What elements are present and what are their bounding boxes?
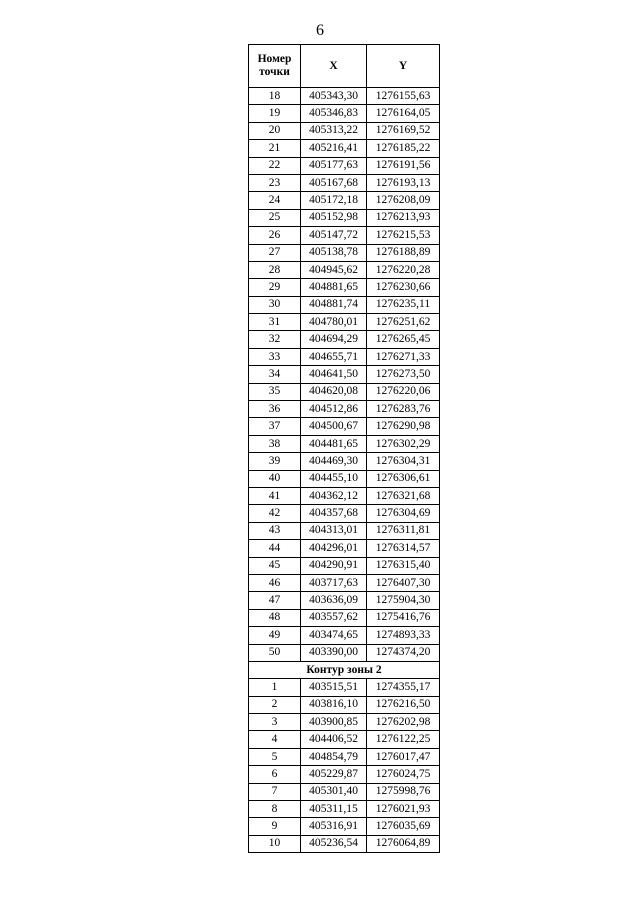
cell-x: 404780,01 [301, 314, 367, 331]
cell-point-number: 2 [249, 696, 301, 713]
cell-point-number: 19 [249, 105, 301, 122]
cell-x: 405167,68 [301, 174, 367, 191]
cell-x: 403636,09 [301, 592, 367, 609]
table-row [249, 557, 440, 574]
cell-point-number: 31 [249, 314, 301, 331]
table-row [249, 453, 440, 470]
cell-y: 1276407,30 [367, 574, 440, 591]
cell-y: 1276064,89 [367, 835, 440, 852]
section-label: Контур зоны 2 [249, 661, 440, 678]
cell-y: 1276315,40 [367, 557, 440, 574]
table-row [249, 174, 440, 191]
cell-x: 403816,10 [301, 696, 367, 713]
cell-x: 404406,52 [301, 731, 367, 748]
cell-y: 1276035,69 [367, 818, 440, 835]
table-row [249, 418, 440, 435]
table-header [249, 45, 440, 88]
cell-point-number: 25 [249, 209, 301, 226]
cell-x: 403717,63 [301, 574, 367, 591]
cell-x: 404620,08 [301, 383, 367, 400]
cell-y: 1274893,33 [367, 627, 440, 644]
cell-x: 404455,10 [301, 470, 367, 487]
table-row [249, 627, 440, 644]
cell-point-number: 46 [249, 574, 301, 591]
cell-y: 1276202,98 [367, 714, 440, 731]
cell-point-number: 18 [249, 88, 301, 105]
cell-y: 1276304,69 [367, 505, 440, 522]
cell-x: 403390,00 [301, 644, 367, 661]
cell-y: 1276191,56 [367, 157, 440, 174]
table-row [249, 244, 440, 261]
table-row [249, 209, 440, 226]
cell-point-number: 22 [249, 157, 301, 174]
cell-y: 1276290,98 [367, 418, 440, 435]
cell-y: 1276220,28 [367, 261, 440, 278]
cell-point-number: 20 [249, 122, 301, 139]
cell-y: 1276155,63 [367, 88, 440, 105]
cell-y: 1276017,47 [367, 748, 440, 765]
cell-y: 1276220,06 [367, 383, 440, 400]
cell-point-number: 33 [249, 348, 301, 365]
cell-x: 405313,22 [301, 122, 367, 139]
cell-y: 1276193,13 [367, 174, 440, 191]
cell-y: 1276235,11 [367, 296, 440, 313]
table-row [249, 88, 440, 105]
cell-point-number: 7 [249, 783, 301, 800]
cell-x: 405172,18 [301, 192, 367, 209]
cell-point-number: 24 [249, 192, 301, 209]
cell-y: 1276208,09 [367, 192, 440, 209]
cell-x: 405311,15 [301, 801, 367, 818]
cell-point-number: 40 [249, 470, 301, 487]
cell-point-number: 26 [249, 227, 301, 244]
cell-point-number: 30 [249, 296, 301, 313]
table-row [249, 296, 440, 313]
table-row [249, 592, 440, 609]
table-row [249, 435, 440, 452]
table-row [249, 140, 440, 157]
table-row [249, 644, 440, 661]
cell-x: 404881,65 [301, 279, 367, 296]
table-row [249, 348, 440, 365]
table-row [249, 122, 440, 139]
header-row [249, 45, 440, 88]
header-y: Y [367, 45, 440, 88]
cell-y: 1274355,17 [367, 679, 440, 696]
cell-x: 404641,50 [301, 366, 367, 383]
cell-y: 1276188,89 [367, 244, 440, 261]
cell-point-number: 36 [249, 401, 301, 418]
cell-x: 403515,51 [301, 679, 367, 696]
table-row [249, 261, 440, 278]
cell-point-number: 48 [249, 609, 301, 626]
cell-x: 404512,86 [301, 401, 367, 418]
cell-point-number: 4 [249, 731, 301, 748]
cell-x: 404694,29 [301, 331, 367, 348]
cell-point-number: 1 [249, 679, 301, 696]
table-row [249, 766, 440, 783]
cell-point-number: 21 [249, 140, 301, 157]
cell-x: 404296,01 [301, 540, 367, 557]
table-row [249, 105, 440, 122]
table-row [249, 157, 440, 174]
cell-y: 1276283,76 [367, 401, 440, 418]
page-number: 6 [316, 22, 324, 39]
cell-x: 405316,91 [301, 818, 367, 835]
table-row [249, 192, 440, 209]
table-row [249, 714, 440, 731]
cell-y: 1276213,93 [367, 209, 440, 226]
table-row [249, 331, 440, 348]
cell-point-number: 6 [249, 766, 301, 783]
cell-y: 1276185,22 [367, 140, 440, 157]
cell-y: 1274374,20 [367, 644, 440, 661]
cell-x: 405343,30 [301, 88, 367, 105]
cell-x: 404290,91 [301, 557, 367, 574]
cell-y: 1276306,61 [367, 470, 440, 487]
cell-point-number: 32 [249, 331, 301, 348]
cell-point-number: 29 [249, 279, 301, 296]
cell-point-number: 37 [249, 418, 301, 435]
table-row [249, 383, 440, 400]
cell-point-number: 5 [249, 748, 301, 765]
cell-y: 1276215,53 [367, 227, 440, 244]
cell-point-number: 43 [249, 522, 301, 539]
cell-point-number: 34 [249, 366, 301, 383]
cell-point-number: 8 [249, 801, 301, 818]
cell-y: 1275998,76 [367, 783, 440, 800]
cell-x: 405147,72 [301, 227, 367, 244]
table-row [249, 470, 440, 487]
cell-y: 1276302,29 [367, 435, 440, 452]
cell-x: 403900,85 [301, 714, 367, 731]
cell-x: 404357,68 [301, 505, 367, 522]
cell-y: 1275904,30 [367, 592, 440, 609]
cell-x: 404313,01 [301, 522, 367, 539]
cell-y: 1276230,66 [367, 279, 440, 296]
cell-x: 405229,87 [301, 766, 367, 783]
cell-x: 403474,65 [301, 627, 367, 644]
cell-point-number: 41 [249, 487, 301, 504]
cell-x: 405138,78 [301, 244, 367, 261]
cell-point-number: 28 [249, 261, 301, 278]
cell-point-number: 38 [249, 435, 301, 452]
cell-point-number: 23 [249, 174, 301, 191]
cell-y: 1276024,75 [367, 766, 440, 783]
table-row [249, 835, 440, 852]
cell-point-number: 49 [249, 627, 301, 644]
cell-y: 1276216,50 [367, 696, 440, 713]
table-row [249, 801, 440, 818]
cell-y: 1276251,62 [367, 314, 440, 331]
section-header-row [249, 661, 440, 678]
table-row [249, 227, 440, 244]
cell-x: 405177,63 [301, 157, 367, 174]
cell-point-number: 45 [249, 557, 301, 574]
table-row [249, 783, 440, 800]
table-row [249, 505, 440, 522]
cell-point-number: 42 [249, 505, 301, 522]
cell-y: 1276304,31 [367, 453, 440, 470]
cell-x: 404881,74 [301, 296, 367, 313]
cell-x: 405152,98 [301, 209, 367, 226]
cell-y: 1276314,57 [367, 540, 440, 557]
cell-x: 404500,67 [301, 418, 367, 435]
cell-x: 405346,83 [301, 105, 367, 122]
cell-point-number: 27 [249, 244, 301, 261]
cell-y: 1276021,93 [367, 801, 440, 818]
cell-point-number: 9 [249, 818, 301, 835]
cell-x: 405301,40 [301, 783, 367, 800]
cell-y: 1276122,25 [367, 731, 440, 748]
table-row [249, 314, 440, 331]
table-row [249, 731, 440, 748]
header-point-number: Номер точки [249, 45, 301, 88]
cell-point-number: 3 [249, 714, 301, 731]
cell-x: 405216,41 [301, 140, 367, 157]
cell-x: 404655,71 [301, 348, 367, 365]
cell-point-number: 44 [249, 540, 301, 557]
cell-y: 1276164,05 [367, 105, 440, 122]
cell-y: 1276311,81 [367, 522, 440, 539]
table-row [249, 401, 440, 418]
cell-x: 404469,30 [301, 453, 367, 470]
cell-y: 1276273,50 [367, 366, 440, 383]
cell-x: 404362,12 [301, 487, 367, 504]
cell-x: 403557,62 [301, 609, 367, 626]
table-row [249, 818, 440, 835]
cell-y: 1276265,45 [367, 331, 440, 348]
header-x: X [301, 45, 367, 88]
table-row [249, 609, 440, 626]
coordinates-table [248, 44, 440, 853]
cell-y: 1275416,76 [367, 609, 440, 626]
table-row [249, 487, 440, 504]
table-body [249, 88, 440, 853]
cell-x: 405236,54 [301, 835, 367, 852]
table-row [249, 522, 440, 539]
cell-y: 1276169,52 [367, 122, 440, 139]
table-row [249, 574, 440, 591]
table-row [249, 748, 440, 765]
table-row [249, 696, 440, 713]
table-row [249, 679, 440, 696]
cell-y: 1276321,68 [367, 487, 440, 504]
cell-x: 404945,62 [301, 261, 367, 278]
cell-point-number: 10 [249, 835, 301, 852]
cell-point-number: 50 [249, 644, 301, 661]
cell-x: 404481,65 [301, 435, 367, 452]
table-row [249, 279, 440, 296]
table-row [249, 540, 440, 557]
table-row [249, 366, 440, 383]
cell-point-number: 35 [249, 383, 301, 400]
cell-point-number: 39 [249, 453, 301, 470]
cell-point-number: 47 [249, 592, 301, 609]
cell-y: 1276271,33 [367, 348, 440, 365]
cell-x: 404854,79 [301, 748, 367, 765]
